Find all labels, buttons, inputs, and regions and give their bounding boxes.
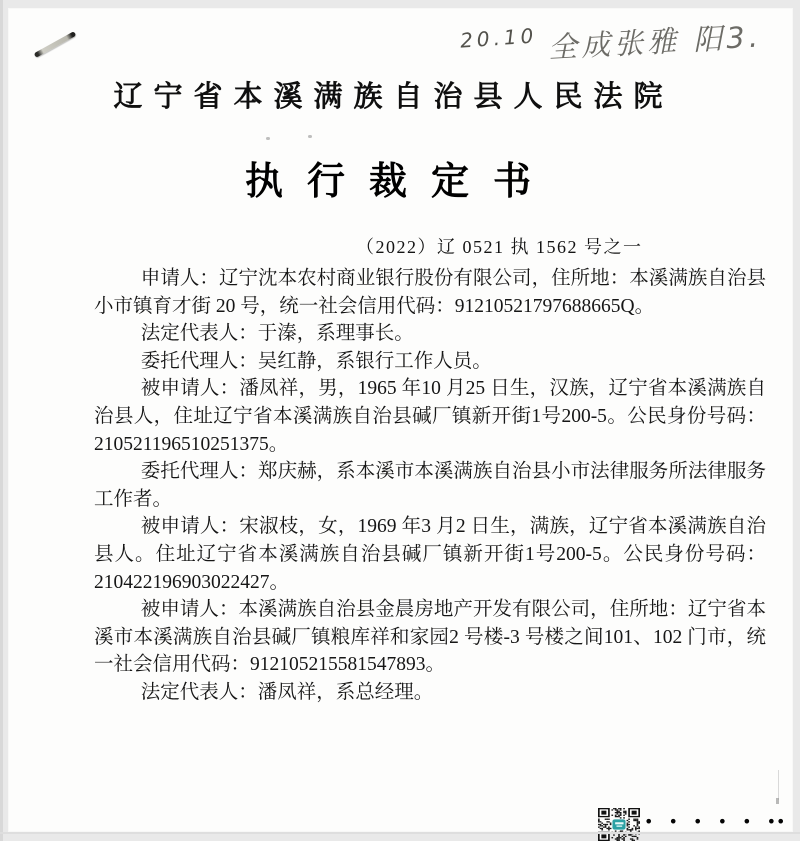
- scan-edge-bottom: [0, 832, 800, 834]
- paragraph-respondent-2: 被申请人：宋淑枝，女，1969 年3 月2 日生，满族，辽宁省本溪满族自治县人。住址辽宁省本溪满族自治县碱厂镇新开街1号200-5。公民身份号码：210422196903022427。: [94, 516, 766, 593]
- paragraph-legal-representative-2: 法定代表人：潘凤祥，系总经理。: [140, 681, 434, 703]
- paragraph-entrusted-agent: 委托代理人：吴红静，系银行工作人员。: [140, 350, 492, 372]
- scan-speck: [308, 135, 312, 138]
- footer-dots: • • • • • ••: [644, 812, 786, 831]
- staple-pen-mark-icon: [34, 31, 77, 58]
- scan-scratch: [778, 770, 779, 800]
- paragraph-legal-representative: 法定代表人：于溱，系理事长。: [140, 323, 414, 345]
- handwritten-date: 20.10: [459, 23, 539, 53]
- scan-edge-left: [0, 0, 3, 841]
- case-number: （2022）辽 0521 执 1562 号之一: [356, 237, 643, 257]
- paragraph-respondent-3: 被申请人：本溪满族自治县金晨房地产开发有限公司，住所地：辽宁省本溪市本溪满族自治县碱厂镇粮库祥和家园2 号楼-3 号楼之间101、102 门市，统一社会信用代码：912105215581547893。: [94, 599, 766, 676]
- document-body: [94, 265, 766, 707]
- scan-speck: [266, 137, 270, 140]
- paragraph-applicant: 申请人：辽宁沈本农村商业银行股份有限公司，住所地：本溪满族自治县小市镇育才街 20 号，统一社会信用代码：91210521797688665Q。: [94, 268, 766, 317]
- paragraph-respondent-1: 被申请人：潘凤祥，男，1965 年10 月25 日生，汉族，辽宁省本溪满族自治县人，住址辽宁省本溪满族自治县碱厂镇新开街1号200-5。公民身份号码：210521196510251375。: [94, 378, 766, 455]
- paragraph-respondent-agent: 委托代理人：郑庆赫，系本溪市本溪满族自治县小市法律服务所法律服务工作者。: [94, 461, 766, 510]
- document-title: 执行裁定书: [244, 161, 555, 203]
- qr-code: [598, 808, 640, 841]
- handwritten-annotation: 全成张雅 阳3.: [547, 19, 763, 65]
- scanned-document-page: [8, 8, 793, 832]
- court-name-heading: 辽宁省本溪满族自治县人民法院: [113, 81, 674, 113]
- scan-scratch-mark: [776, 798, 779, 804]
